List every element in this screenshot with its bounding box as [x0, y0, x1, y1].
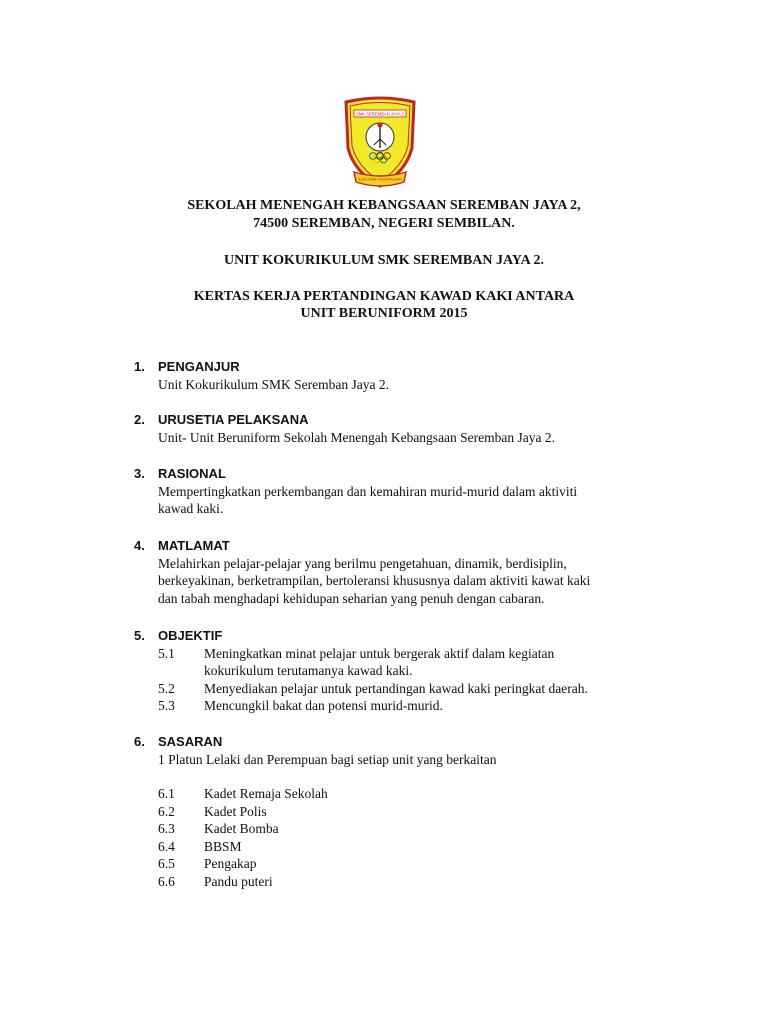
section-title: OBJEKTIF — [158, 628, 223, 643]
section-objektif: 5. OBJEKTIF 5.1 Meningkatkan minat pelajar untuk bergerak aktif dalam kegiatan kokurikulum terutamanya kawad kaki. 5.2 Menyediakan pelajar untuk pertandingan kawad kaki peringkat daerah. 5.3 Mencungkil bakat dan potensi murid-murid. — [134, 627, 654, 715]
list-item: 5.2 Menyediakan pelajar untuk pertandingan kawad kaki peringkat daerah. — [158, 680, 588, 696]
paper-title-line2: UNIT BERUNIFORM 2015 — [300, 306, 468, 321]
section-matlamat: 4. MATLAMAT Melahirkan pelajar-pelajar yang berilmu pengetahuan, dinamik, berdisiplin, berkeyakinan, berketrampilan, bertoleransi khususnya dalam aktiviti kawat kaki dan tabah menghadapi kehidupan seharian yang penuh dengan cabaran. — [134, 538, 591, 606]
list-item: 6.2 Kadet Polis — [158, 803, 267, 819]
list-item: 5.3 Mencungkil bakat dan potensi murid-murid. — [158, 698, 443, 713]
school-name: SEKOLAH MENENGAH KEBANGSAAN SEREMBAN JAYA 2, — [187, 198, 581, 213]
list-item: 5.1 Meningkatkan minat pelajar untuk bergerak aktif dalam kegiatan kokurikulum terutamanya kawad kaki. — [158, 645, 555, 678]
svg-text:SMK SEREMBAN JAYA 2: SMK SEREMBAN JAYA 2 — [355, 111, 405, 117]
unit-title: UNIT KOKURIKULUM SMK SEREMBAN JAYA 2. — [224, 253, 544, 268]
section-penganjur: 1. PENGANJUR Unit Kokurikulum SMK Seremban Jaya 2. — [134, 359, 389, 392]
section-title: RASIONAL — [158, 466, 226, 481]
section-title: SASARAN — [158, 734, 223, 749]
svg-text:ILMU DAN KEBERANIAN: ILMU DAN KEBERANIAN — [358, 177, 402, 182]
section-title: MATLAMAT — [158, 538, 230, 553]
section-rasional: 3. RASIONAL Mempertingkatkan perkembangan dan kemahiran murid-murid dalam aktiviti kawad kaki. — [134, 466, 578, 516]
list-item: 6.5 Pengakap — [158, 856, 257, 871]
school-address: 74500 SEREMBAN, NEGERI SEMBILAN. — [253, 216, 515, 231]
list-item: 6.4 BBSM — [158, 838, 242, 854]
school-crest-logo — [340, 96, 420, 192]
paper-title-line1: KERTAS KERJA PERTANDINGAN KAWAD KAKI ANTARA — [193, 289, 575, 304]
section-urusetia: 2. URUSETIA PELAKSANA Unit- Unit Beruniform Sekolah Menengah Kebangsaan Seremban Jaya 2. — [134, 412, 556, 445]
list-item: 6.1 Kadet Remaja Sekolah — [158, 786, 328, 801]
section-sasaran: 6. SASARAN 1 Platun Lelaki dan Perempuan bagi setiap unit yang berkaitan 6.1 Kadet Remaja Sekolah 6.2 Kadet Polis 6.3 Kadet Bomba 6.4 BBSM 6.5 Pengakap 6.6 Pandu puteri — [134, 733, 654, 890]
list-item: 6.3 Kadet Bomba — [158, 821, 279, 836]
list-item: 6.6 Pandu puteri — [158, 873, 273, 889]
section-title: URUSETIA PELAKSANA — [158, 412, 309, 427]
section-title: PENGANJUR — [158, 359, 240, 374]
